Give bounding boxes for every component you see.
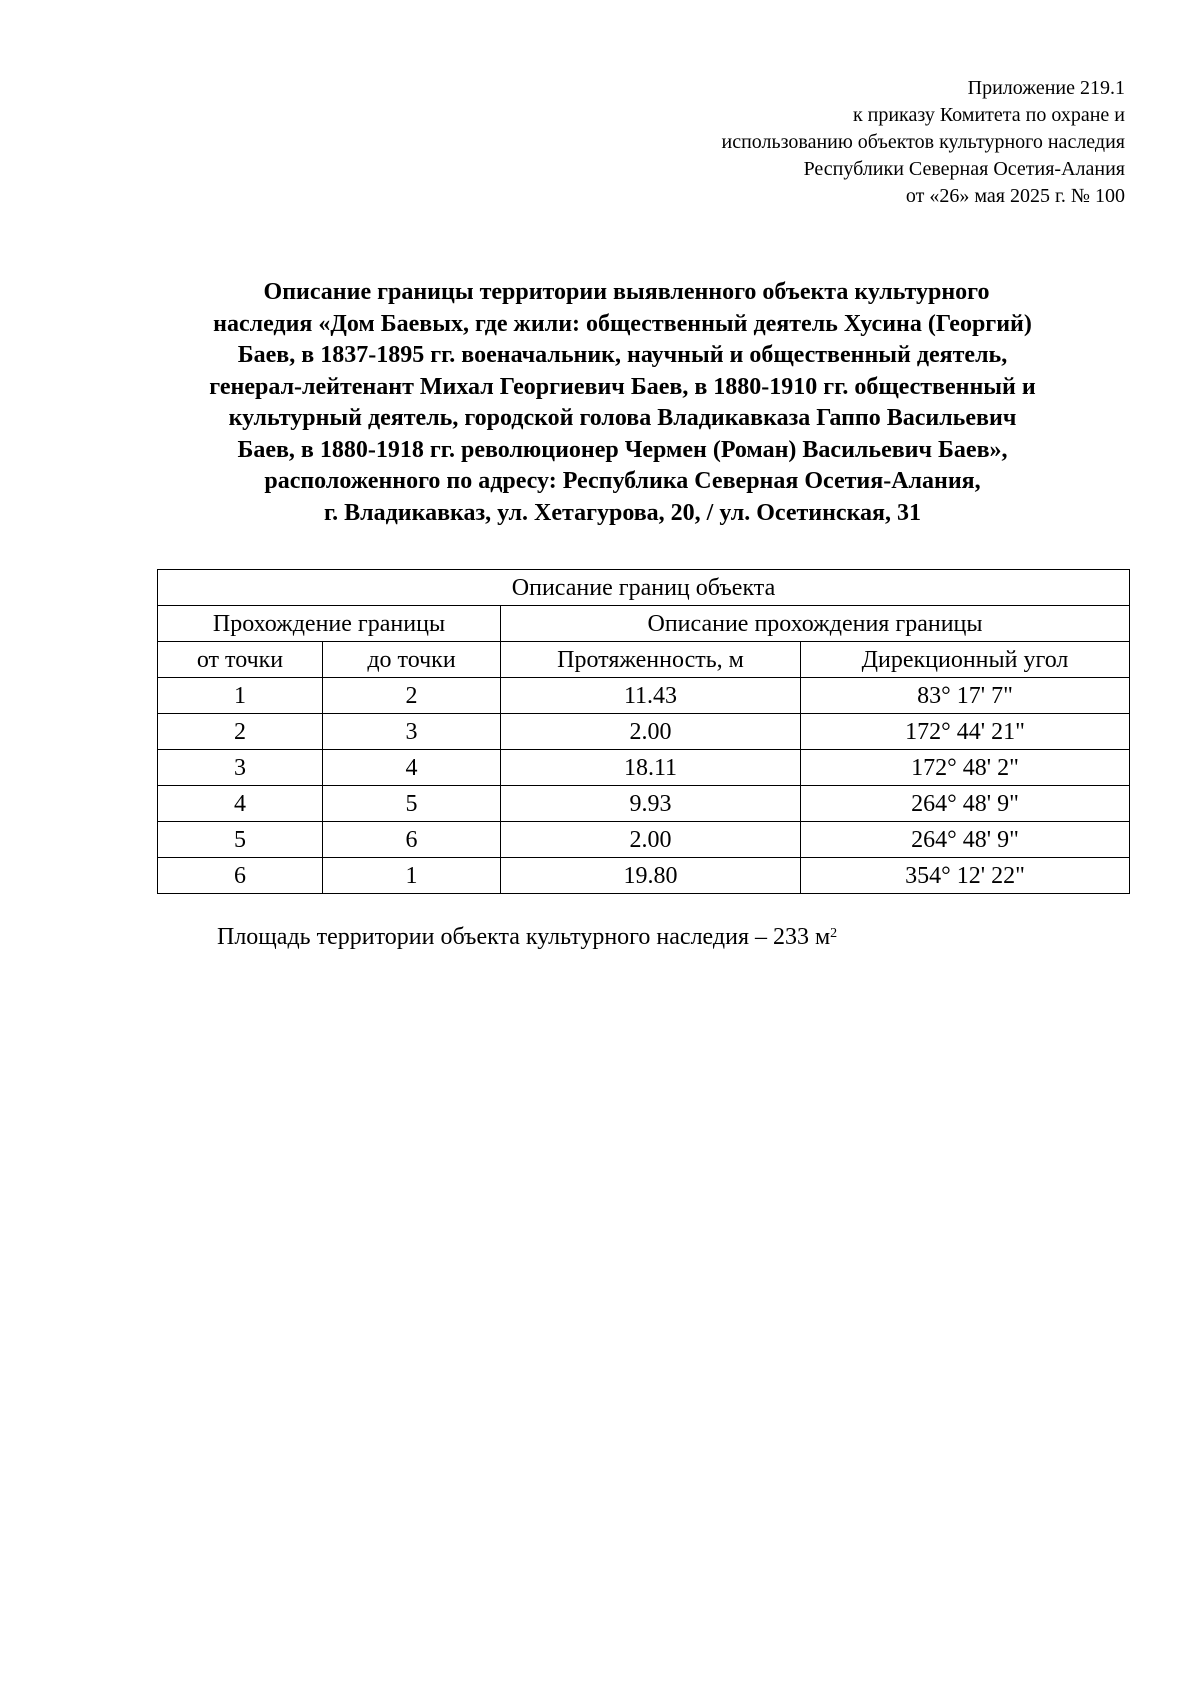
group-header-passage: Прохождение границы [158,606,501,642]
column-header-from-point: от точки [158,642,323,678]
title-line: культурный деятель, городской голова Владикавказа Гаппо Васильевич [228,405,1017,431]
table-row [158,822,1130,858]
cell-to-point: 2 [323,678,501,714]
cell-from-point: 5 [158,822,323,858]
cell-from-point: 6 [158,858,323,894]
cell-to-point: 6 [323,822,501,858]
table-row [158,786,1130,822]
cell-length: 9.93 [501,786,801,822]
boundary-table [157,569,1130,894]
cell-to-point: 4 [323,750,501,786]
cell-length: 11.43 [501,678,801,714]
group-header-description: Описание прохождения границы [501,606,1130,642]
cell-from-point: 1 [158,678,323,714]
document-header [565,75,1125,210]
table-caption: Описание границ объекта [158,570,1130,606]
cell-from-point: 2 [158,714,323,750]
table-caption-row [158,570,1130,606]
cell-from-point: 3 [158,750,323,786]
table-column-header-row [158,642,1130,678]
title-line: расположенного по адресу: Республика Северная Осетия-Алания, [264,468,981,494]
document-title [150,277,1095,529]
cell-to-point: 1 [323,858,501,894]
cell-to-point: 5 [323,786,501,822]
column-header-length: Протяженность, м [501,642,801,678]
area-unit-superscript: 2 [830,926,838,941]
area-statement [217,920,837,954]
title-line: наследия «Дом Баевых, где жили: общественный деятель Хусина (Георгий) [213,310,1032,337]
header-line-date: от «26» мая 2025 г. № 100 [905,185,1125,207]
cell-length: 2.00 [501,822,801,858]
title-line: Баев, в 1880-1918 гг. революционер Чермен (Роман) Васильевич Баев», [237,436,1008,463]
cell-direction-angle: 264° 48' 9" [801,786,1130,822]
table-row [158,714,1130,750]
title-line: Описание границы территории выявленного объекта культурного [263,279,990,305]
table-row [158,858,1130,894]
title-line: г. Владикавказ, ул. Хетагурова, 20, / ул. Осетинская, 31 [323,499,922,526]
cell-direction-angle: 172° 48' 2" [801,750,1130,786]
table-group-header-row [158,606,1130,642]
title-line: генерал-лейтенант Михал Георгиевич Баев, в 1880-1910 гг. общественный и [209,373,1036,400]
cell-length: 2.00 [501,714,801,750]
cell-direction-angle: 83° 17' 7" [801,678,1130,714]
header-line-appendix: Приложение 219.1 [967,77,1125,99]
cell-direction-angle: 354° 12' 22" [801,858,1130,894]
header-line-order: к приказу Комитета по охране и [852,104,1125,126]
cell-direction-angle: 264° 48' 9" [801,822,1130,858]
title-line: Баев, в 1837-1895 гг. военачальник, научный и общественный деятель, [237,342,1008,368]
cell-length: 18.11 [501,750,801,786]
table-row [158,678,1130,714]
cell-to-point: 3 [323,714,501,750]
area-text: Площадь территории объекта культурного наследия – 233 м [217,924,831,950]
table-row [158,750,1130,786]
column-header-to-point: до точки [323,642,501,678]
column-header-direction-angle: Дирекционный угол [801,642,1130,678]
cell-length: 19.80 [501,858,801,894]
header-line-use: использованию объектов культурного наследия [721,131,1125,153]
header-line-republic: Республики Северная Осетия-Алания [803,158,1125,180]
cell-from-point: 4 [158,786,323,822]
cell-direction-angle: 172° 44' 21" [801,714,1130,750]
